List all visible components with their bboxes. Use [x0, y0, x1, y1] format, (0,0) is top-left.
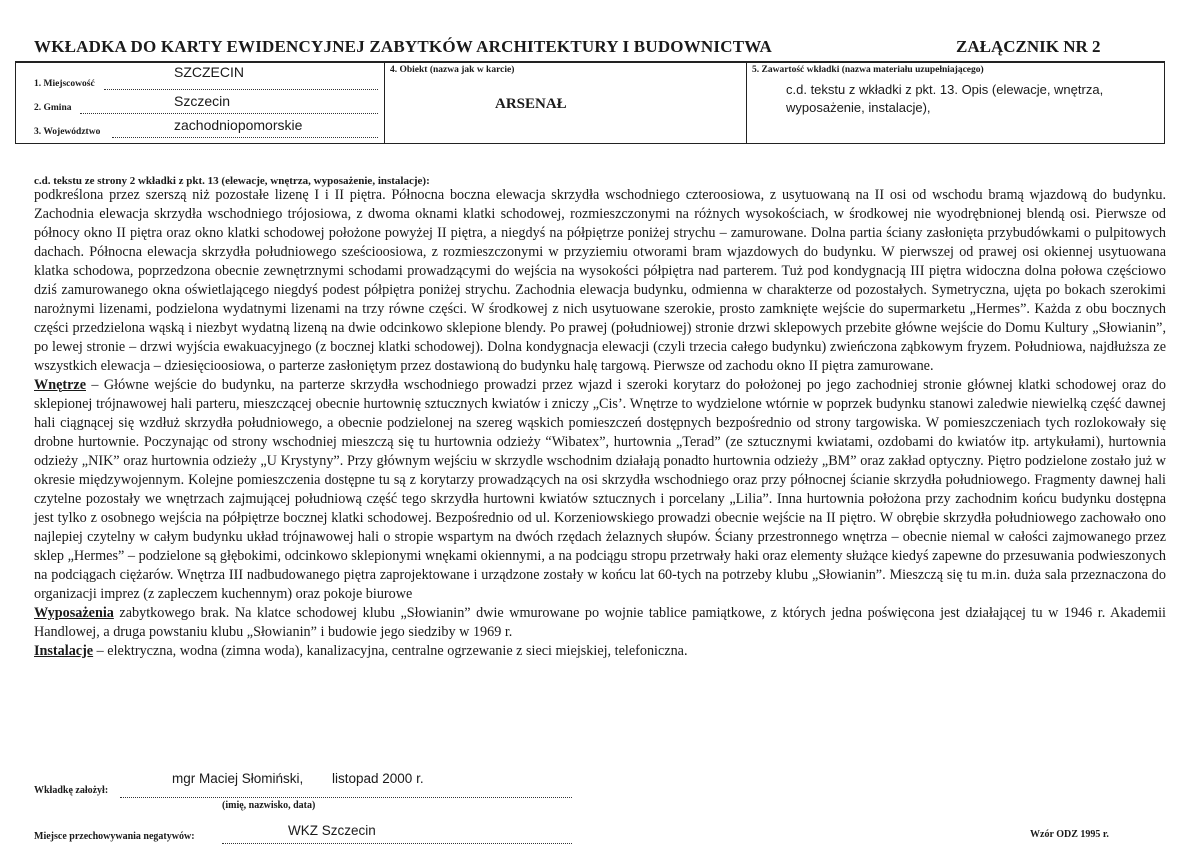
installations-paragraph	[34, 642, 1166, 661]
continuation-heading: c.d. tekstu ze strony 2 wkładki z pkt. 13 (elewacje, wnętrza, wyposażenie, instalacje):	[34, 175, 430, 187]
author-label: Wkładkę założył:	[34, 785, 109, 796]
locality-dots	[104, 89, 378, 90]
contents-value: c.d. tekstu z wkładki z pkt. 13. Opis (elewacje, wnętrza, wyposażenie, instalacje),	[786, 82, 1104, 115]
negatives-value: WKZ Szczecin	[288, 823, 376, 838]
object-value: ARSENAŁ	[495, 96, 567, 112]
interior-text: – Główne wejście do budynku, na parterze skrzydła wschodniego prowadzi przez wjazd i szeroki korytarz do położonej po jego zachodniej stronie głównej klatki schodowej oraz do sklepionej trójnawowej hali parteru, mieszczącej obecnie hurtownię sztucznych kwiatów i zniczy „Cis’. Wnętrze to wydzielone wtórnie w poprzek budynku stanowi zaledwie niewielką część dawnej hali ciągnącej się wzdłuż skrzydła południowego, a obecnie podzielonej na szereg wąskich pomieszczeń dostępnych bezpośrednio od strony targowiska. W pomieszczeniach tych rozlokowały się drobne hurtownie. Poczynając od strony wschodniej mieszczą się tu hurtownia odzieży “Wibatex”, hurtownia „Terad” (ze sztucznymi kwiatami, ozdobami do kwiatów itp. artykułami), hurtownia odzieży „NIK” oraz hurtownia odzieży „U Krystyny”. Przy głównym wejściu w skrzydle wschodnim działają ponadto hurtownia odzieży „BM” oraz zakład optyczny. Piętro podzielone zostało już w okresie międzywojennym. Kolejne pomieszczenia dostępne tu są z korytarzy prowadzących na osi skrzydła wschodniego oraz przy północnej ścianie skrzydła południowego. Fragmenty dawnej hali czytelne pozostały we wnętrzach zajmującej południową część tego skrzydła hurtowni kwiatów sztucznych i porcelany „Lilia”. Inna hurtownia położona przy zachodnim końcu budynku dostępna jest tylko z osobnego wejścia na półpiętrze bocznej klatki schodowej. Bezpośrednio od ul. Korzeniowskiego prowadzi obecnie wejście na II piętro. W obrębie skrzydła południowego zachowało ono najlepiej czytelny w całym budynku układ trójnawowej hali o stropie wspartym na dwóch rzędach żelaznych słupów. Ściany przestronnego wnętrza – obecnie niemal w całości zajmowanego przez sklep „Hermes” – podzielone są głębokimi, odcinkowo sklepionymi wnękami okiennymi, a na podciągu stropu przetrwały haki oraz elementy służące kiedyś zapewne do przesuwania podwieszonych na podciągach ciężarów. Wnętrza III nadbudowanego piętra zaprojektowane i urządzone zostały w końcu lat 60-tych na potrzeby klubu „Słowianin”. Mieszczą się tu m.in. duża sala przeznaczona do organizacji imprez (z zapleczem kuchennym) oraz pokoje biurowe	[34, 377, 1166, 602]
voivodeship-value: zachodniopomorskie	[174, 117, 303, 133]
facades-text: podkreślona przez szerszą niż pozostałe lizenę I i II piętra. Północna boczna elewacja skrzydła wschodniego czteroosiowa, z usytuowaną na II osi od wschodu bramą wjazdową do budynku. Zachodnia elewacja skrzydła wschodniego trójosiowa, z dwoma oknami klatki schodowej, rozmieszczonymi na różnych wysokościach, w środkowej nie wyodrębnionej blendą osi. Pierwsze od północy okno II piętra oraz okno klatki schodowej położone powyżej II piętra, a niegdyś na półpiętrze poniżej strychu – zamurowane. Dolna partia ściany zasłonięta przybudówkami o pulpitowych dachach. Północna elewacja skrzydła południowego sześcioosiowa, z rozmieszczonymi w przyziemiu otworami bram wjazdowych do budynku. W pierwszej od prawej osi okiennej usytuowana klatka schodowa, poprzedzona obecnie zewnętrznymi schodami prowadzącymi do wejścia na wysokości półpiętra nad parterem. Tuż pod kondygnacją III piętra widoczna dolna połowa częściowo dziś zamurowanego okna oświetlającego niegdyś podest półpiętra poniżej strychu. Zachodnia elewacja budynku, odmienna w charakterze od pozostałych. Symetryczna, ujęta po bokach szerokimi narożnymi lizenami, podzielona wydatnymi lizenami na trzy równe części. W środkowej z nich usytuowane szerokie, prosto zamknięte wejście do supermarketu „Hermes”. Każda z obu bocznych części przedzielona wąską i niezbyt wydatną lizeną na dwie odcinkowo sklepione blendy. Po prawej (południowej) stronie drzwi sklepowych przebite główne wejście do Domu Kultury „Słowianin”, po lewej stronie – drzwi wyjścia ewakuacyjnego (z bocznej klatki schodowej). Dolna kondygnacja elewacji (czyli trzecia całego budynku) zwieńczona ząbkowym fryzem. Południowa, najdłuższa ze wszystkich elewacja – dziesięcioosiowa, o parterze zasłoniętym przez dostawioną do budynku halę targową. Pierwsze od zachodu okno II piętra zamurowane.	[34, 187, 1166, 374]
author-name: mgr Maciej Słomiński,	[172, 771, 304, 786]
negatives-dots	[222, 843, 572, 844]
equipment-text: zabytkowego brak. Na klatce schodowej klubu „Słowianin” dwie wmurowane po wojnie tablice pamiątkowe, z których jedna poświęcona jest działającej tu w 1946 r. Akademii Handlowej, a druga powstaniu klubu „Słowianin” i budowie jego siedziby w 1969 r.	[34, 605, 1166, 640]
commune-label: 2. Gmina	[34, 103, 72, 113]
divider-2	[746, 61, 747, 144]
interior-heading: Wnętrze	[34, 377, 86, 393]
object-label: 4. Obiekt (nazwa jak w karcie)	[390, 65, 515, 75]
locality-label: 1. Miejscowość	[34, 79, 95, 89]
installations-heading: Instalacje	[34, 643, 94, 659]
interior-paragraph	[34, 376, 1166, 604]
negatives-label: Miejsce przechowywania negatywów:	[34, 831, 195, 842]
installations-text: – elektryczna, wodna (zimna woda), kanalizacyjna, centralne ogrzewanie z sieci miejskiej, telefoniczna.	[93, 643, 688, 659]
voivodeship-dots	[112, 137, 378, 138]
locality-value: SZCZECIN	[174, 64, 244, 80]
equipment-heading: Wyposażenia	[34, 605, 114, 621]
form-title: WKŁADKA DO KARTY EWIDENCYJNEJ ZABYTKÓW ARCHITEKTURY I BUDOWNICTWA	[34, 37, 773, 56]
author-dots	[120, 797, 572, 798]
contents-label: 5. Zawartość wkładki (nazwa materiału uzupełniającego)	[752, 65, 984, 75]
author-sub-label: (imię, nazwisko, data)	[222, 800, 316, 811]
voivodeship-label: 3. Województwo	[34, 127, 101, 137]
equipment-paragraph	[34, 604, 1166, 642]
facades-paragraph	[34, 186, 1166, 376]
divider-1	[384, 61, 385, 144]
annex-number: ZAŁĄCZNIK NR 2	[956, 37, 1101, 56]
form-version: Wzór ODZ 1995 r.	[1030, 829, 1109, 840]
commune-dots	[80, 113, 378, 114]
commune-value: Szczecin	[174, 93, 231, 109]
description-body	[34, 186, 1166, 661]
author-date: listopad 2000 r.	[332, 771, 424, 786]
